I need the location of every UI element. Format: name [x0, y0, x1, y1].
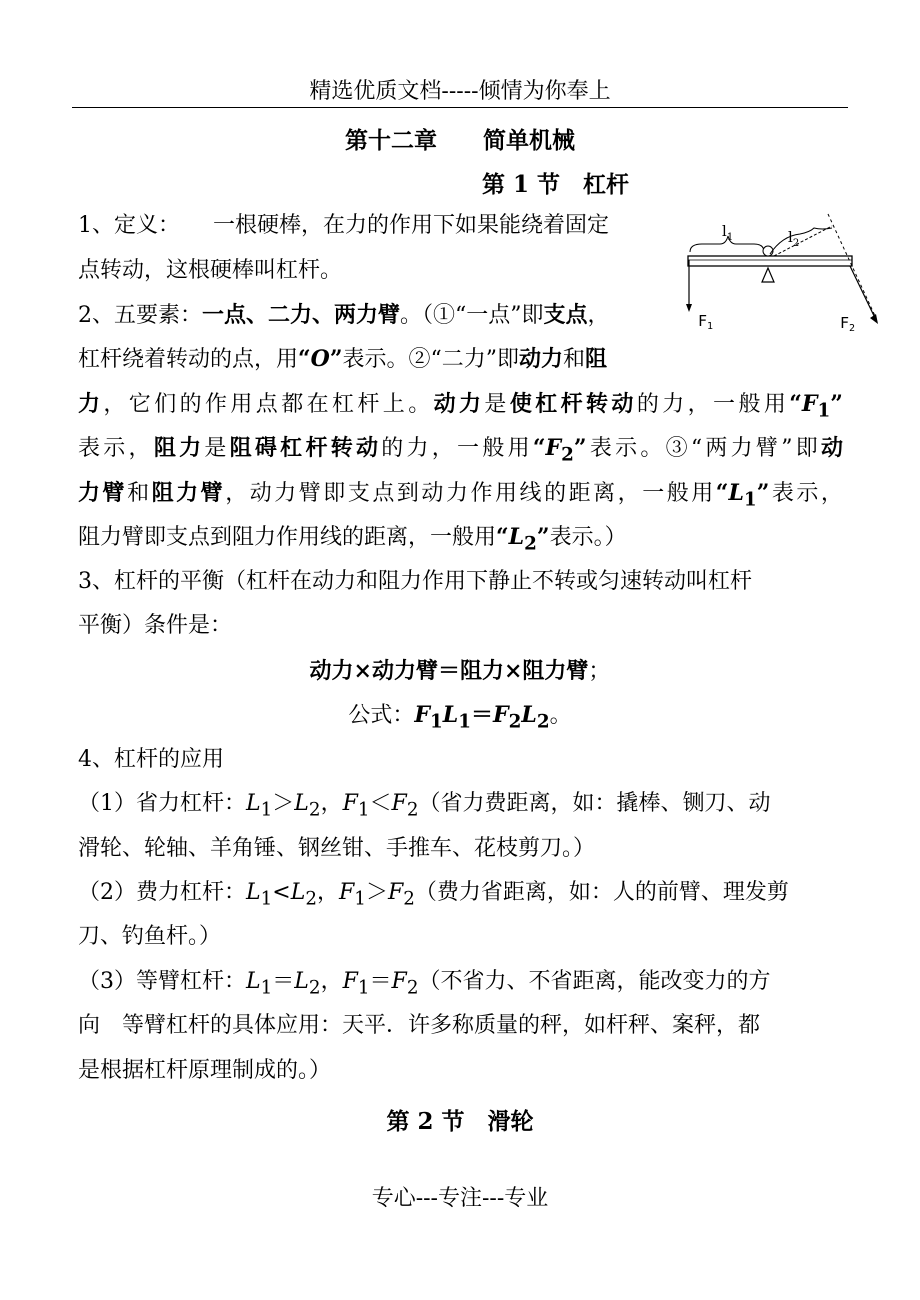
force-costing-line-1: （2）费力杠杆：$L_1<L_2$，$F_1>F_2$（费力省距离，如：人的前臂、理发剪: [78, 880, 789, 910]
page-footer: 专心---专注---专业: [371, 1186, 549, 1211]
section-1-title: 第 1 节 杠杆: [482, 171, 630, 198]
elements-line-4: 表示，阻力是阻碍杠杆转动的力，一般用“$F_2$”表示。③“两力臂”即动: [78, 435, 843, 466]
balance-line-2: 平衡）条件是：: [78, 613, 233, 638]
f2-arrowhead: [870, 314, 878, 324]
force-saving-line-2: 滑轮、轮轴、羊角锤、钢丝钳、手推车、花枝剪刀。）: [78, 836, 596, 861]
force-costing-line-2: 刀、钓鱼杆。）: [78, 924, 222, 949]
page-header: 精选优质文档-----倾情为你奉上: [309, 79, 611, 104]
lever-diagram: [682, 208, 887, 333]
pivot-triangle: [762, 268, 774, 282]
f1-label: $F_1$: [698, 312, 714, 332]
elements-line-3: 力，它们的作用点都在杠杆上。动力是使杠杆转动的力，一般用“$F_1$”: [78, 391, 843, 422]
section-2-title: 第 2 节 滑轮: [386, 1108, 534, 1135]
lever-bar: [688, 256, 852, 266]
definition-line-1: 1、定义： 一根硬棒，在力的作用下如果能绕着固定: [78, 213, 609, 238]
elements-line-2: 杠杆绕着转动的点，用“O”表示。②“二力”即动力和阻: [78, 346, 608, 372]
elements-line-1: 2、五要素：一点、二力、两力臂。（①“一点”即支点，: [78, 302, 610, 328]
elements-line-6: 阻力臂即支点到阻力作用线的距离，一般用“$L_2$”表示。）: [78, 524, 627, 555]
applications-heading: 4、杠杆的应用: [78, 747, 224, 772]
pivot-o: [763, 246, 773, 256]
f2-label: $F_2$: [840, 314, 856, 333]
equal-arm-line-1: （3）等臂杠杆：$L_1=L_2$，$F_1=F_2$（不省力、不省距离，能改变力的方: [78, 969, 771, 999]
elements-line-5: 力臂和阻力臂，动力臂即支点到动力作用线的距离，一般用“$L_1$”表示，: [78, 480, 843, 511]
chapter-title: 第十二章 简单机械: [345, 127, 575, 154]
balance-formula: 公式：$F_1L_1=F_2L_2$。: [348, 702, 572, 733]
equal-arm-line-2: 向 等臂杠杆的具体应用：天平．许多称质量的秤，如杆秤、案秤，都: [78, 1013, 761, 1038]
header-rule: [72, 107, 848, 108]
arm-2-label: $l_2$: [788, 228, 800, 249]
f2-arrow: [850, 266, 876, 320]
force-saving-line-1: （1）省力杠杆：$L_1>L_2$，$F_1<F_2$（省力费距离，如：撬棒、铡刀、动: [78, 791, 771, 821]
balance-line-1: 3、杠杆的平衡（杠杆在动力和阻力作用下静止不转或匀速转动叫杠杆: [78, 569, 752, 594]
f1-arrowhead: [686, 304, 692, 312]
balance-equation: 动力×动力臂＝阻力×阻力臂；: [309, 658, 611, 684]
definition-line-2: 点转动，这根硬棒叫杠杆。: [78, 258, 343, 283]
equal-arm-line-3: 是根据杠杆原理制成的。）: [78, 1058, 332, 1083]
arm-1-label: $l_1$: [722, 222, 734, 243]
arm-2-curve: [770, 228, 832, 254]
